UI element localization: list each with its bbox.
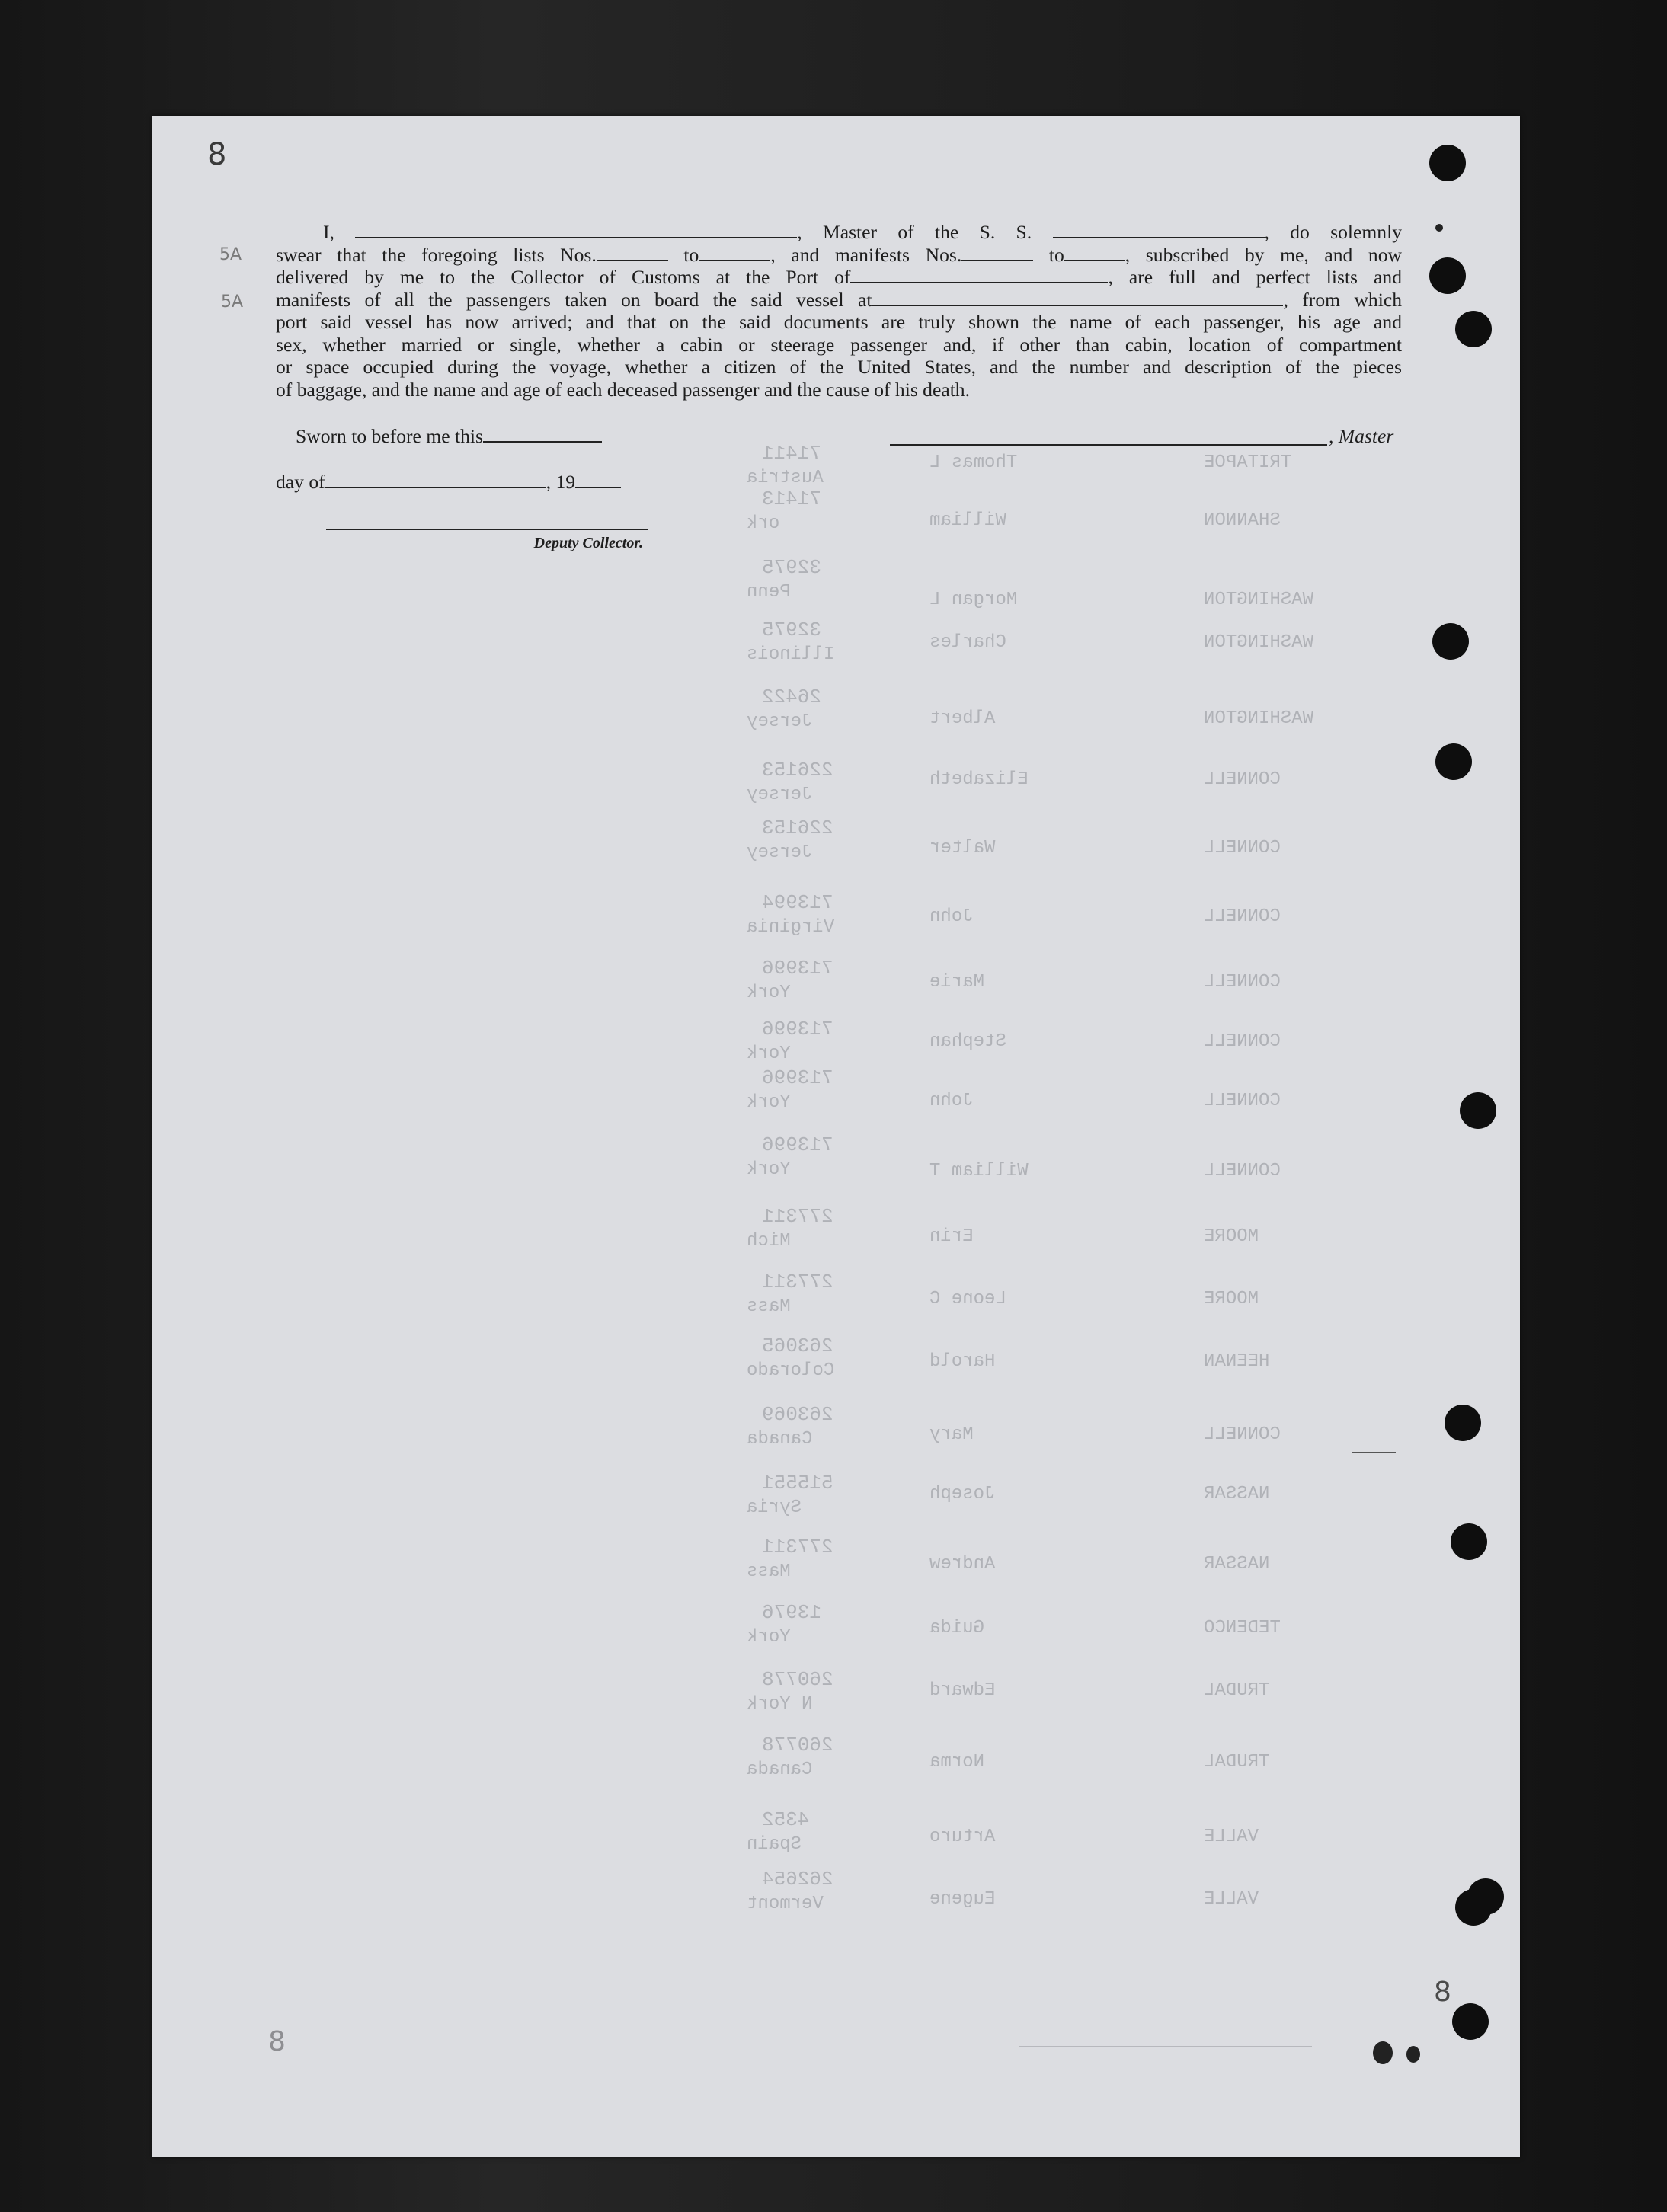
oath-text: , from which <box>1283 288 1402 311</box>
speck <box>1435 224 1443 232</box>
faint-rule <box>1352 1452 1396 1453</box>
bleed-through-surname: HEENAN <box>1204 1351 1270 1372</box>
sworn-line <box>296 425 602 448</box>
bleed-through-place: Vermont <box>747 1894 824 1914</box>
bleed-through-place: Jersey <box>747 711 813 732</box>
bleed-through-surname: VALLE <box>1204 1889 1259 1910</box>
master-signature-line <box>890 444 1327 446</box>
speck <box>1373 2041 1393 2064</box>
sworn-date-blank <box>483 427 602 443</box>
bleed-through-surname: TRUDAL <box>1204 1680 1270 1701</box>
bleed-through-surname: CONNELL <box>1204 1161 1281 1181</box>
bleed-through-given-name: Marie <box>929 972 985 993</box>
punch-hole <box>1435 743 1472 780</box>
bleed-through-number: 71413 <box>762 487 822 510</box>
year-blank <box>575 473 621 488</box>
bleed-through-surname: TEDENCO <box>1204 1618 1281 1638</box>
ship-name-blank <box>1053 223 1265 238</box>
bleed-through-surname: NASSAR <box>1204 1554 1270 1574</box>
bleed-through-given-name: Stephan <box>929 1031 1006 1052</box>
bleed-through-given-name: John <box>929 1091 974 1111</box>
bleed-through-given-name: Albert <box>929 708 996 729</box>
bleed-through-place: Mass <box>747 1562 791 1582</box>
page-number-top: 8 <box>207 137 227 172</box>
bleed-through-place: Colorado <box>747 1360 835 1381</box>
month-blank <box>325 473 546 488</box>
bleed-through-number: 226153 <box>762 817 834 839</box>
bleed-through-number: 262654 <box>762 1868 834 1891</box>
bleed-through-surname: CONNELL <box>1204 972 1281 993</box>
bleed-through-number: 713994 <box>762 891 834 914</box>
faint-rule <box>1019 2046 1312 2047</box>
document-page <box>152 116 1520 2157</box>
oath-text: to <box>1048 243 1064 266</box>
bleed-through-given-name: Joseph <box>929 1484 996 1504</box>
bleed-through-given-name: Andrew <box>929 1554 996 1574</box>
bleed-through-place: N York <box>747 1694 813 1715</box>
bleed-through-number: 713996 <box>762 957 834 980</box>
punch-hole <box>1445 1405 1481 1441</box>
punch-hole <box>1455 1889 1492 1926</box>
bleed-through-number: 277311 <box>762 1536 834 1558</box>
bleed-through-place: Jersey <box>747 842 813 863</box>
oath-text: , subscribed by me, and now <box>1125 243 1403 266</box>
master-name-blank <box>355 223 797 238</box>
bleed-through-number: 13976 <box>762 1601 822 1624</box>
bleed-through-given-name: Guida <box>929 1618 985 1638</box>
bleed-through-number: 277311 <box>762 1205 834 1228</box>
oath-line <box>276 244 1402 267</box>
bleed-through-given-name: Erin <box>929 1226 974 1247</box>
oath-text: I, <box>323 221 334 243</box>
bleed-through-surname: WASHINGTON <box>1204 590 1314 610</box>
punch-hole <box>1451 1523 1487 1560</box>
bleed-through-number: 713996 <box>762 1133 834 1156</box>
bleed-through-number: 263069 <box>762 1403 834 1426</box>
bleed-through-given-name: Morgan L <box>929 590 1018 610</box>
bleed-through-place: Canada <box>747 1760 813 1780</box>
bleed-through-given-name: William T <box>929 1161 1029 1181</box>
bleed-through-number: 263065 <box>762 1335 834 1357</box>
bleed-through-number: 713996 <box>762 1018 834 1040</box>
bleed-through-surname: NASSAR <box>1204 1484 1270 1504</box>
punch-hole <box>1429 257 1466 294</box>
bleed-through-surname: MOORE <box>1204 1226 1259 1247</box>
bleed-through-given-name: Leone C <box>929 1289 1006 1309</box>
bleed-through-surname: CONNELL <box>1204 769 1281 790</box>
manifest-from-blank <box>961 246 1033 261</box>
oath-text: swear that the foregoing lists Nos. <box>276 243 597 266</box>
bleed-through-given-name: Arturo <box>929 1827 996 1847</box>
bleed-through-given-name: Mary <box>929 1424 974 1445</box>
bleed-through-surname: TRUDAL <box>1204 1752 1270 1772</box>
list-to-blank <box>699 246 770 261</box>
bleed-through-place: York <box>747 1627 791 1648</box>
bleed-through-given-name: Harold <box>929 1351 996 1372</box>
speck <box>1406 2046 1420 2063</box>
bleed-through-number: 226153 <box>762 759 834 782</box>
manifest-to-blank <box>1064 246 1125 261</box>
collector-signature-line <box>326 529 648 530</box>
bleed-through-surname: MOORE <box>1204 1289 1259 1309</box>
bleed-through-given-name: Elizabeth <box>929 769 1029 790</box>
bleed-through-number: 71411 <box>762 442 822 465</box>
bleed-through-surname: CONNELL <box>1204 1091 1281 1111</box>
bleed-through-number: 4352 <box>762 1808 810 1831</box>
bleed-through-given-name: Norma <box>929 1752 985 1772</box>
bleed-through-place: Penn <box>747 582 791 603</box>
bleed-through-given-name: Walter <box>929 838 996 858</box>
bleed-through-given-name: Thomas L <box>929 452 1018 473</box>
sworn-text: Sworn to before me this <box>296 425 483 447</box>
bleed-through-surname: VALLE <box>1204 1827 1259 1847</box>
bleed-through-surname: WASHINGTON <box>1204 632 1314 653</box>
bleed-through-number: 713996 <box>762 1066 834 1089</box>
bleed-through-given-name: John <box>929 906 974 927</box>
year-text: , 19 <box>546 471 576 493</box>
bleed-through-number: 277311 <box>762 1271 834 1293</box>
bleed-through-number: 260778 <box>762 1668 834 1691</box>
bleed-through-surname: CONNELL <box>1204 1031 1281 1052</box>
bleed-through-place: York <box>747 1092 791 1113</box>
master-label: , Master <box>1329 425 1394 447</box>
margin-mark: 5A <box>221 292 244 312</box>
bleed-through-number: 26422 <box>762 686 822 708</box>
bleed-through-given-name: Charles <box>929 632 1006 653</box>
oath-text: manifests of all the passengers taken on board the said vessel at <box>276 288 872 311</box>
oath-line: sex, whether married or single, whether a cabin or steerage passenger and, if other than cabin, location of compartment <box>276 333 1402 356</box>
bleed-through-place: York <box>747 1159 791 1180</box>
bleed-through-place: Canada <box>747 1429 813 1450</box>
oath-line: port said vessel has now arrived; and that on the said documents are truly shown the name of each passenger, his age and <box>276 311 1402 333</box>
bleed-through-number: 515551 <box>762 1472 834 1494</box>
oath-line: of baggage, and the name and age of each deceased passenger and the cause of his death. <box>276 378 971 401</box>
page-number-bottom: 8 <box>268 2026 286 2057</box>
deputy-collector-label: Deputy Collector. <box>533 535 643 551</box>
bleed-through-surname: TRITAPOE <box>1204 452 1292 473</box>
oath-text: , are full and perfect lists and <box>1108 266 1402 288</box>
punch-hole <box>1455 311 1492 347</box>
bleed-through-surname: CONNELL <box>1204 838 1281 858</box>
bleed-through-surname: WASHINGTON <box>1204 708 1314 729</box>
margin-mark: 5A <box>219 245 242 264</box>
bleed-through-place: Spain <box>747 1834 802 1855</box>
bleed-through-place: Syria <box>747 1498 802 1518</box>
page-number-bottom-right: 8 <box>1434 1977 1451 2008</box>
list-from-blank <box>597 246 668 261</box>
oath-paragraph <box>276 221 1402 401</box>
bleed-through-place: Mass <box>747 1296 791 1317</box>
oath-text: to <box>683 243 699 266</box>
oath-text: delivered by me to the Collector of Customs at the Port of <box>276 266 851 288</box>
day-text: day of <box>276 471 325 493</box>
port-blank <box>850 268 1108 283</box>
bleed-through-given-name: William <box>929 510 1006 531</box>
punch-hole <box>1452 2003 1489 2040</box>
day-line <box>276 471 621 494</box>
bleed-through-place: Mich <box>747 1231 791 1251</box>
punch-hole <box>1429 145 1466 181</box>
bleed-through-surname: CONNELL <box>1204 1424 1281 1445</box>
bleed-through-place: Illinois <box>747 644 835 665</box>
bleed-through-number: 260778 <box>762 1734 834 1756</box>
bleed-through-given-name: Edward <box>929 1680 996 1701</box>
punch-hole <box>1432 623 1469 660</box>
bleed-through-surname: CONNELL <box>1204 906 1281 927</box>
oath-text: , Master of the S. S. <box>797 221 1032 243</box>
bleed-through-surname: SHANNON <box>1204 510 1281 531</box>
bleed-through-place: York <box>747 1044 791 1064</box>
oath-text: , and manifests Nos. <box>770 243 962 266</box>
oath-line <box>276 266 1402 289</box>
bleed-through-place: York <box>747 983 791 1003</box>
punch-hole <box>1460 1092 1496 1129</box>
bleed-through-number: 32975 <box>762 619 822 641</box>
oath-line: or space occupied during the voyage, whether a citizen of the United States, and the number and description of the pieces <box>276 356 1402 378</box>
bleed-through-place: Jersey <box>747 785 813 805</box>
bleed-through-given-name: Eugene <box>929 1889 996 1910</box>
bleed-through-number: 32975 <box>762 556 822 579</box>
oath-text: , do solemnly <box>1264 221 1402 243</box>
oath-line <box>276 221 1402 244</box>
oath-line <box>276 289 1402 312</box>
bleed-through-place: Virginia <box>747 917 835 938</box>
embark-port-blank <box>872 291 1283 306</box>
bleed-through-place: ork <box>747 513 780 534</box>
bleed-through-place: Austria <box>747 468 824 488</box>
